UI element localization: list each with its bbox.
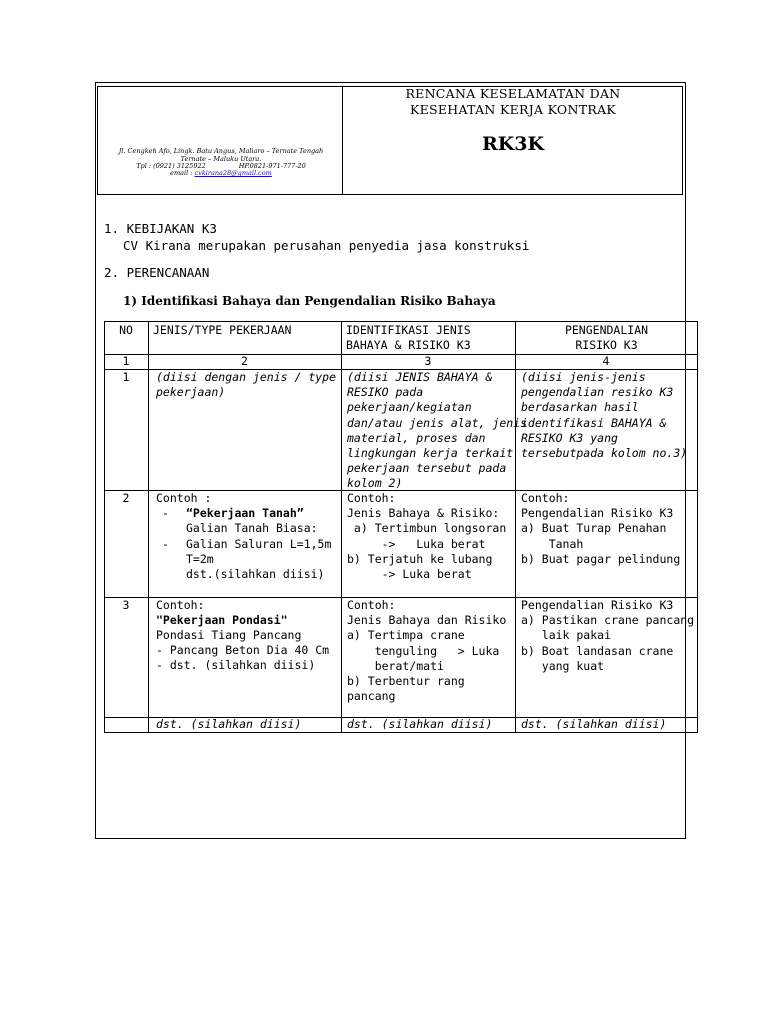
doc-title-line-2: KESEHATAN KERJA KONTRAK bbox=[409, 102, 617, 117]
doc-title-line-1: RENCANA KESELAMATAN DAN bbox=[405, 86, 621, 101]
section-1-heading: 1. KEBIJAKAN K3 bbox=[104, 221, 217, 236]
col-number: 3 bbox=[424, 354, 432, 368]
row-2-no: 2 bbox=[122, 491, 130, 505]
col-number: 4 bbox=[602, 354, 610, 368]
row-1-jenis: (diisi dengan jenis / type pekerjaan) bbox=[156, 370, 337, 400]
row-3-jenis-line: Contoh: bbox=[156, 598, 205, 612]
row-2-jenis-line: Contoh : bbox=[156, 491, 212, 505]
col-number: 1 bbox=[122, 354, 130, 368]
section-1-text: CV Kirana merupakan perusahan penyedia jasa konstruksi bbox=[123, 238, 530, 253]
row-3-identifikasi: Contoh: Jenis Bahaya dan Risiko a) Tertimpa crane tenguling > Luka berat/mati b) Terbentur rang pancang bbox=[347, 598, 507, 704]
row-1-identifikasi: (diisi JENIS BAHAYA & RESIKO pada pekerjaan/kegiatan dan/atau jenis alat, jenis material, proses dan lingkungan kerja terkait pekerjaan tersebut pada kolom 2) bbox=[347, 370, 528, 491]
header-no: NO bbox=[119, 323, 133, 337]
row-2-bullet: - bbox=[162, 537, 169, 551]
address-line-2: Ternate – Maluku Utara. bbox=[180, 155, 262, 163]
row-3-jenis-rest: Pondasi Tiang Pancang - Pancang Beton Dia 40 Cm - dst. (silahkan diisi) bbox=[156, 628, 330, 673]
table-rule bbox=[104, 321, 698, 322]
row-2-jenis-line: Galian Tanah Biasa: bbox=[186, 521, 318, 535]
row-2-identifikasi: Contoh: Jenis Bahaya & Risiko: a) Tertimbun longsoran -> Luka berat b) Terjatuh ke lubang -> Luka berat bbox=[347, 491, 507, 582]
row-2-pengendalian: Contoh: Pengendalian Risiko K3 a) Buat Turap Penahan Tanah b) Buat pagar pelindung bbox=[521, 491, 681, 566]
row-3-pengendalian: Pengendalian Risiko K3 a) Pastikan crane pancang laik pakai b) Boat landasan crane yang kuat bbox=[521, 598, 695, 673]
row-4-jenis: dst. (silahkan diisi) bbox=[156, 717, 302, 731]
header-jenis: JENIS/TYPE PEKERJAAN bbox=[153, 323, 292, 337]
email-link[interactable]: cvkirana28@gmail.com bbox=[194, 169, 272, 177]
col-number: 2 bbox=[241, 354, 248, 368]
row-3-no: 3 bbox=[122, 598, 130, 612]
risk-table bbox=[104, 321, 698, 732]
row-4-identifikasi: dst. (silahkan diisi) bbox=[347, 717, 493, 731]
header-identifikasi: IDENTIFIKASI JENIS BAHAYA & RISIKO K3 bbox=[346, 323, 471, 353]
address-line-1: Jl. Cengkeh Afo, Lingk. Batu Angus, Maliaro – Ternate Tengah bbox=[118, 147, 324, 155]
doc-code: RK3K bbox=[481, 133, 545, 155]
email-line bbox=[100, 169, 342, 177]
table-rule bbox=[341, 321, 342, 733]
section-2-heading: 2. PERENCANAAN bbox=[104, 265, 210, 280]
email-label: email : bbox=[170, 169, 195, 177]
row-2-jenis-line: Galian Saluran L=1,5m bbox=[186, 537, 332, 551]
row-2-jenis-line: dst.(silahkan diisi) bbox=[186, 567, 325, 581]
section-2-subheading: 1) Identifikasi Bahaya dan Pengendalian Risiko Bahaya bbox=[123, 294, 496, 308]
row-2-bullet: - bbox=[162, 506, 169, 520]
table-rule bbox=[148, 321, 149, 733]
row-1-pengendalian: (diisi jenis-jenis pengendalian resiko K3 berdasarkan hasil identifikasi BAHAYA & RESIKO K3 yang tersebutpada kolom no.3) bbox=[521, 370, 688, 461]
row-2-jenis-line: T=2m bbox=[186, 552, 214, 566]
row-1-no: 1 bbox=[122, 370, 130, 384]
row-3-jenis-bold: "Pekerjaan Pondasi" bbox=[156, 613, 288, 627]
header-pengendalian: PENGENDALIAN RISIKO K3 bbox=[564, 323, 649, 353]
row-2-jenis-bold: “Pekerjaan Tanah” bbox=[186, 506, 304, 520]
table-rule bbox=[697, 321, 698, 733]
row-4-pengendalian: dst. (silahkan diisi) bbox=[521, 717, 667, 731]
phone-line: Tpl : (0921) 3125922 HP.0821-971-777-20 bbox=[136, 162, 306, 170]
